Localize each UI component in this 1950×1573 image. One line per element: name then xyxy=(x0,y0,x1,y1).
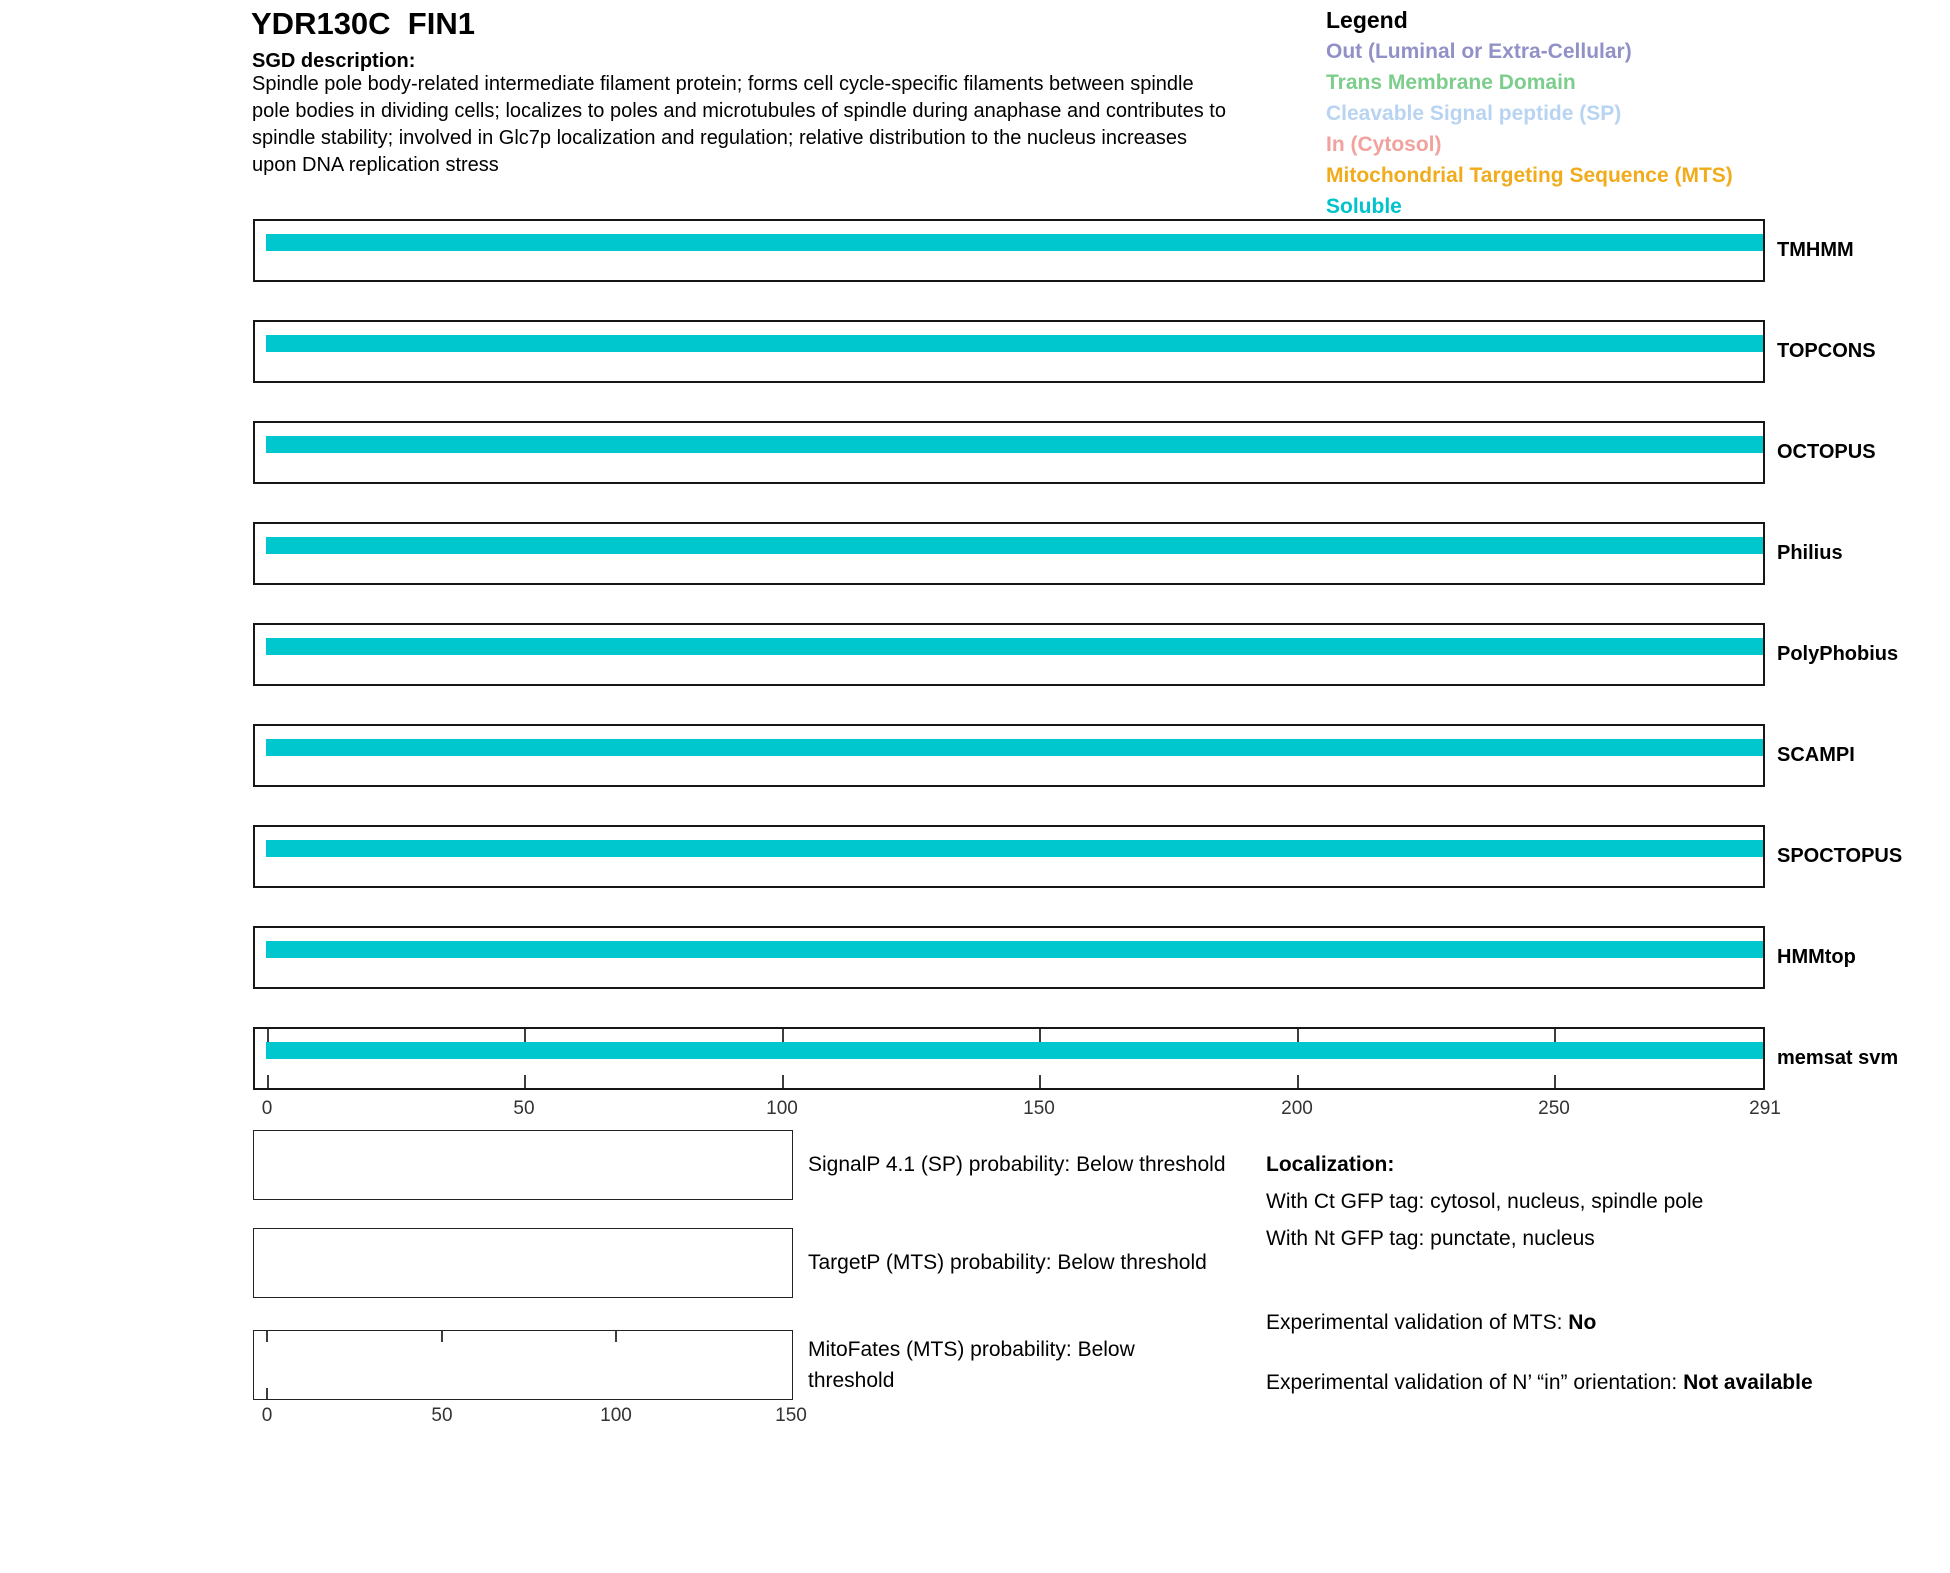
axis-tick xyxy=(1554,1029,1556,1042)
orientation-validation-value: Not available xyxy=(1683,1371,1813,1394)
targetp-plot xyxy=(253,1228,793,1298)
axis-tick xyxy=(441,1331,443,1342)
axis-tick-label: 200 xyxy=(1281,1098,1313,1119)
mts-validation-text: Experimental validation of MTS: xyxy=(1266,1311,1569,1334)
axis-tick xyxy=(267,1075,269,1088)
axis-tick-label: 0 xyxy=(261,1098,273,1119)
track-plot-hmmtop xyxy=(253,926,1765,989)
description-line: pole bodies in dividing cells; localizes to poles and microtubules of spindle during anaphase and contributes to xyxy=(252,100,1226,122)
legend-title: Legend xyxy=(1326,7,1408,33)
soluble-bar xyxy=(266,436,1763,453)
track-plot-scampi xyxy=(253,724,1765,787)
legend xyxy=(1326,4,1733,222)
description-line: Spindle pole body-related intermediate filament protein; forms cell cycle-specific filaments between spindle xyxy=(252,73,1194,95)
axis-tick xyxy=(266,1331,268,1342)
soluble-bar xyxy=(266,739,1763,756)
axis-tick-label: 100 xyxy=(600,1405,632,1426)
soluble-bar xyxy=(266,234,1763,251)
track-label: TMHMM xyxy=(1777,239,1854,261)
localization-block xyxy=(1266,1146,1703,1257)
track-label: HMMtop xyxy=(1777,946,1856,968)
signalp-plot xyxy=(253,1130,793,1200)
axis-tick-label: 50 xyxy=(513,1098,535,1119)
description-line: upon DNA replication stress xyxy=(252,154,499,176)
track-plot-octopus xyxy=(253,421,1765,484)
legend-item-signal-peptide: Cleavable Signal peptide (SP) xyxy=(1326,102,1622,125)
targetp-label: TargetP (MTS) probability: Below threshold xyxy=(808,1251,1207,1274)
axis-tick xyxy=(615,1331,617,1342)
axis-tick-label: 150 xyxy=(1023,1098,1055,1119)
legend-item-in-cytosol: In (Cytosol) xyxy=(1326,133,1442,156)
track-plot-tmhmm xyxy=(253,219,1765,282)
legend-item-transmembrane: Trans Membrane Domain xyxy=(1326,71,1576,94)
signalp-label: SignalP 4.1 (SP) probability: Below threshold xyxy=(808,1153,1226,1176)
axis-tick xyxy=(1297,1029,1299,1042)
axis-tick-label: 291 xyxy=(1749,1098,1781,1119)
soluble-bar xyxy=(266,840,1763,857)
track-plot-polyphobius xyxy=(253,623,1765,686)
soluble-bar xyxy=(266,335,1763,352)
axis-tick xyxy=(1554,1075,1556,1088)
axis-tick-label: 250 xyxy=(1538,1098,1570,1119)
axis-tick-label: 50 xyxy=(431,1405,453,1426)
localization-line: With Ct GFP tag: cytosol, nucleus, spindle pole xyxy=(1266,1190,1704,1213)
page-title: YDR130C FIN1 xyxy=(251,6,475,41)
track-plot-topcons xyxy=(253,320,1765,383)
track-plot-spoctopus xyxy=(253,825,1765,888)
track-label: SPOCTOPUS xyxy=(1777,845,1903,867)
soluble-bar xyxy=(266,1042,1763,1059)
axis-tick xyxy=(782,1029,784,1042)
track-plot-memsat-svm xyxy=(253,1027,1765,1090)
legend-item-out: Out (Luminal or Extra-Cellular) xyxy=(1326,40,1632,63)
mts-validation-value: No xyxy=(1568,1311,1597,1334)
soluble-bar xyxy=(266,638,1763,655)
track-label: PolyPhobius xyxy=(1777,643,1899,665)
mitofates-plot xyxy=(253,1330,793,1400)
track-plot-philius xyxy=(253,522,1765,585)
track-label: OCTOPUS xyxy=(1777,441,1876,463)
axis-tick xyxy=(782,1075,784,1088)
axis-tick xyxy=(524,1075,526,1088)
axis-tick xyxy=(1039,1029,1041,1042)
description-line: spindle stability; involved in Glc7p localization and regulation; relative distribution to the nucleus increases xyxy=(252,127,1187,149)
localization-title: Localization: xyxy=(1266,1153,1395,1176)
track-label: TOPCONS xyxy=(1777,340,1876,362)
sgd-description-text xyxy=(252,71,1312,179)
track-label: Philius xyxy=(1777,542,1843,564)
axis-tick xyxy=(1039,1075,1041,1088)
soluble-bar xyxy=(266,537,1763,554)
axis-tick-label: 100 xyxy=(766,1098,798,1119)
legend-item-mts: Mitochondrial Targeting Sequence (MTS) xyxy=(1326,164,1733,187)
track-label: SCAMPI xyxy=(1777,744,1855,766)
sgd-description-label: SGD description: xyxy=(252,50,416,72)
orientation-validation-text: Experimental validation of N’ “in” orientation: xyxy=(1266,1371,1684,1394)
soluble-bar xyxy=(266,941,1763,958)
mts-validation xyxy=(1266,1306,1826,1339)
localization-line: With Nt GFP tag: punctate, nucleus xyxy=(1266,1227,1595,1250)
axis-tick-label: 0 xyxy=(261,1405,273,1426)
axis-tick xyxy=(267,1029,269,1042)
orientation-validation xyxy=(1266,1366,1826,1399)
axis-tick xyxy=(1297,1075,1299,1088)
axis-tick xyxy=(266,1388,268,1399)
axis-tick-label: 150 xyxy=(775,1405,807,1426)
mitofates-label: MitoFates (MTS) probability: Below threshold xyxy=(808,1338,1135,1392)
track-label: memsat svm xyxy=(1777,1047,1899,1069)
legend-item-soluble: Soluble xyxy=(1326,195,1402,218)
axis-tick xyxy=(524,1029,526,1042)
